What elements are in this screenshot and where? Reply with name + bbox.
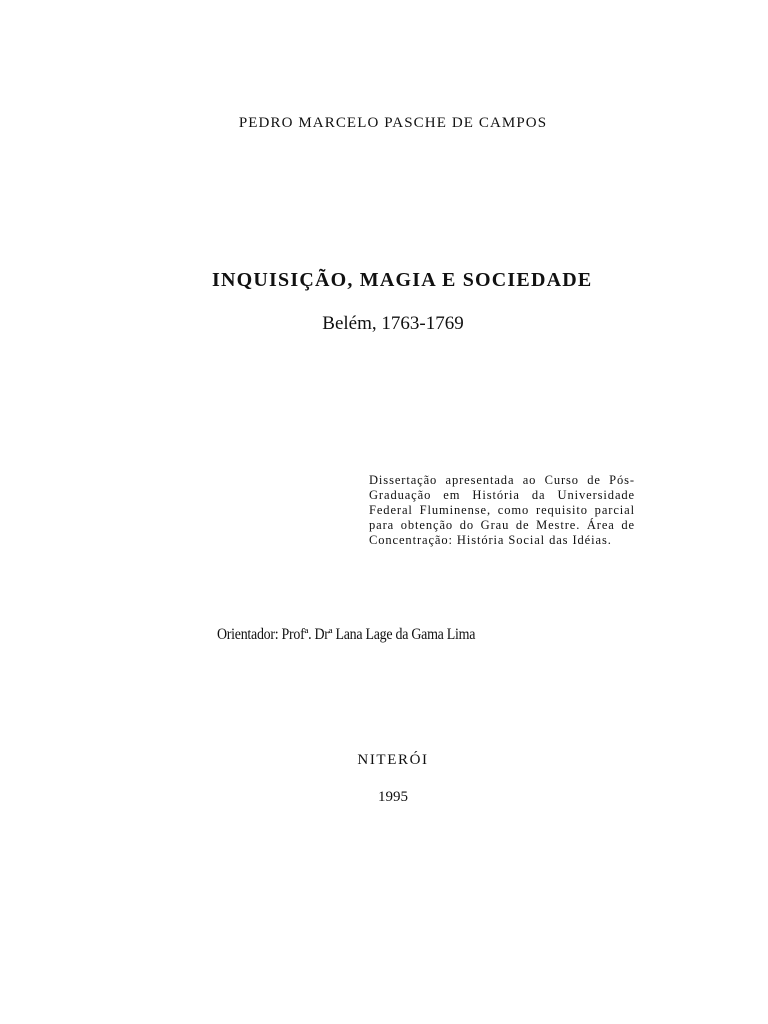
- document-subtitle: Belém, 1763-1769: [322, 313, 464, 334]
- document-title: INQUISIÇÃO, MAGIA E SOCIEDADE: [212, 269, 593, 291]
- statement-line: Federal Fluminense, como requisito parcial: [369, 503, 635, 517]
- statement-line: Dissertação apresentada ao Curso de Pós-: [369, 473, 635, 487]
- author-name: PEDRO MARCELO PASCHE DE CAMPOS: [238, 115, 548, 131]
- dissertation-statement: [369, 473, 635, 548]
- statement-line: Graduação em História da Universidade: [369, 488, 635, 502]
- statement-line: para obtenção do Grau de Mestre. Área de: [369, 518, 635, 532]
- publication-year: 1995: [378, 789, 408, 805]
- advisor-line: Orientador: Profª. Drª Lana Lage da Gama Lima: [217, 626, 476, 643]
- city-name: NITERÓI: [357, 752, 429, 768]
- statement-line: Concentração: História Social das Idéias.: [369, 533, 612, 547]
